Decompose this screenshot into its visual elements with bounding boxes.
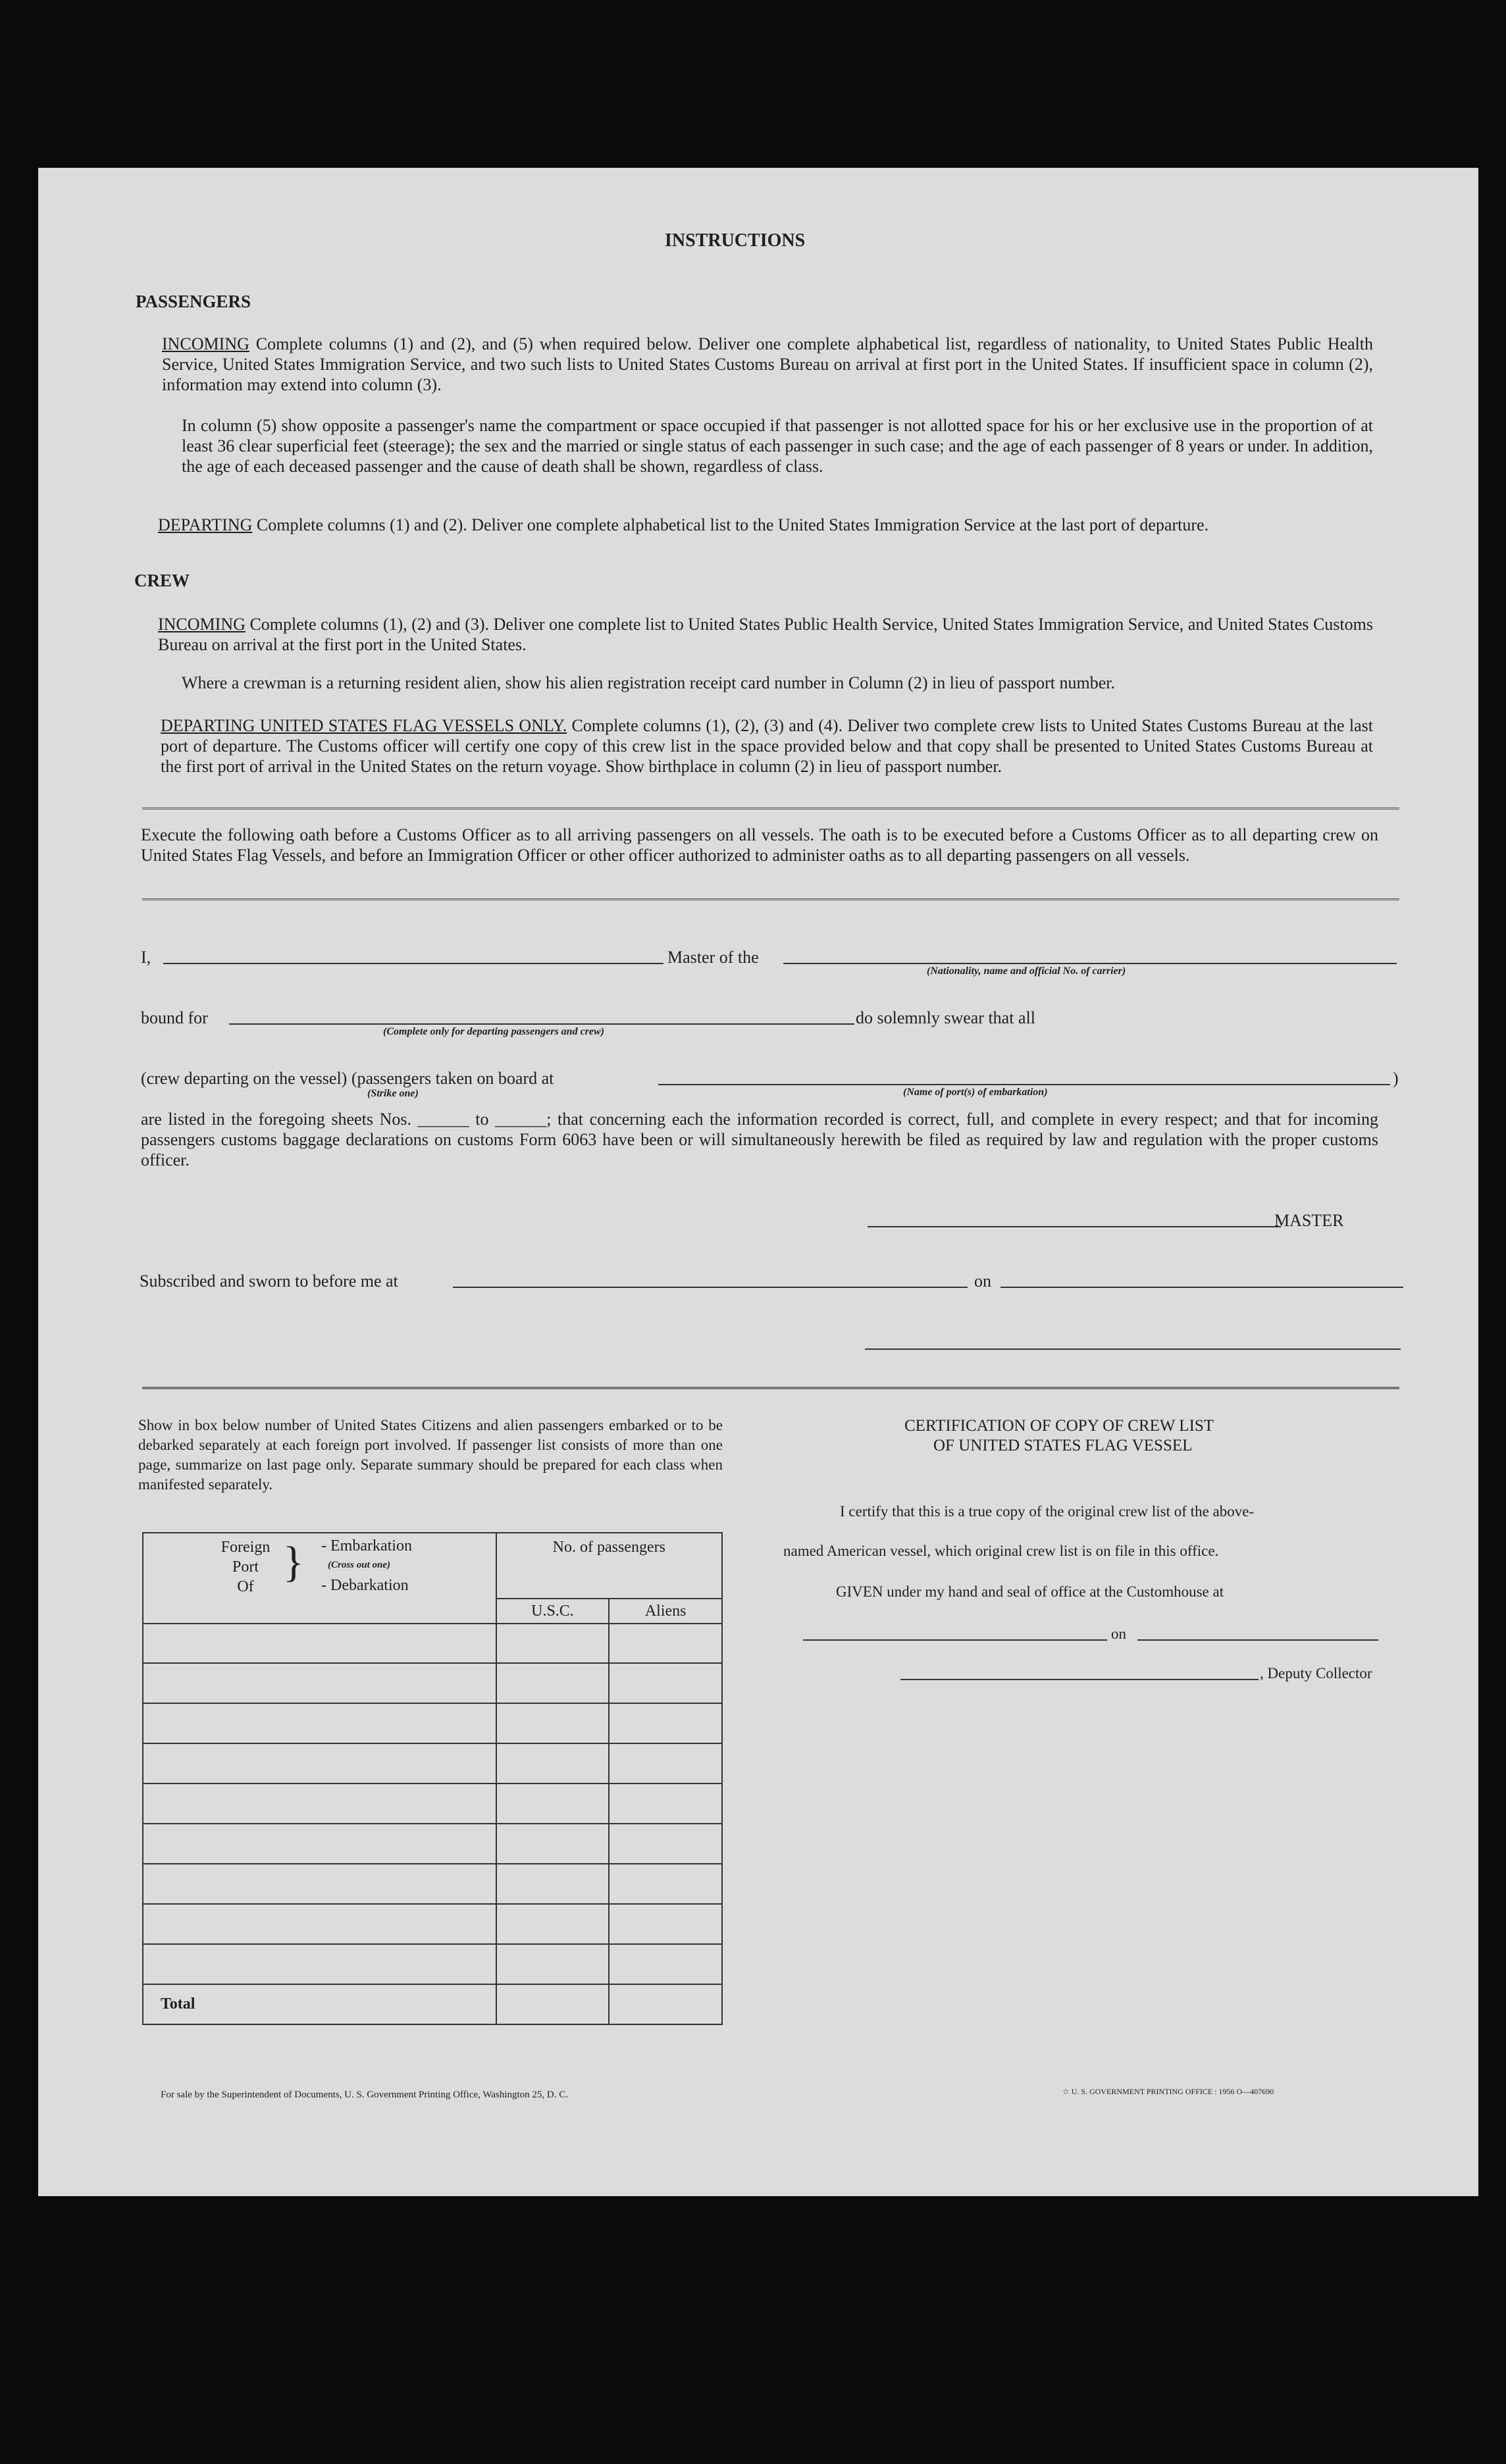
port-cell[interactable] <box>143 1663 496 1703</box>
debarkation-label: - Debarkation <box>321 1577 409 1594</box>
close-paren: ) <box>1393 1069 1399 1088</box>
aliens-cell[interactable] <box>609 1944 722 1984</box>
crew-incoming-label: INCOMING <box>158 615 246 634</box>
foreign-label: Foreign <box>221 1539 271 1556</box>
deputy-collector-label: , Deputy Collector <box>1260 1665 1372 1681</box>
crew-departing-text: Complete columns (1), (2), (3) and (4). Deliver two complete crew lists to United States Customs Bureau at the last port of departure. The Customs officer will certify one copy of this crew list in the space provided below and that copy shall be presented to United States Customs Bureau at the first port of arrival in the United States on the return voyage. Show birthplace in column (2) in lieu of passport number. <box>161 716 1374 776</box>
passengers-departing-label: DEPARTING <box>158 515 253 534</box>
certification-date-field[interactable] <box>1137 1639 1378 1641</box>
port-cell[interactable] <box>143 1864 496 1904</box>
oath-i-label: I, <box>141 948 151 967</box>
crew-resident-paragraph <box>182 673 1373 693</box>
usc-total-cell[interactable] <box>496 1984 610 2024</box>
usc-header: U.S.C. <box>496 1599 610 1624</box>
crew-incoming-text: Complete columns (1), (2) and (3). Deliver one complete list to United States Public Health Service, United States Immigration Service, and United States Customs Bureau on arrival at the first port in the United States. <box>158 615 1373 654</box>
divider-3 <box>142 1387 1399 1389</box>
master-signature-field[interactable] <box>868 1226 1281 1227</box>
crew-departing-label: DEPARTING UNITED STATES FLAG VESSELS ONLY. <box>161 716 567 735</box>
usc-cell[interactable] <box>496 1904 610 1944</box>
aliens-cell[interactable] <box>609 1864 722 1904</box>
passengers-heading: PASSENGERS <box>136 292 251 311</box>
footer-left-text: For sale by the Superintendent of Documents, U. S. Government Printing Office, Washington 25, D. C. <box>161 2090 568 2100</box>
oath-intro-paragraph <box>141 825 1378 865</box>
crew-departing-paragraph <box>161 715 1373 777</box>
crew-incoming-paragraph <box>158 614 1373 655</box>
usc-cell[interactable] <box>496 1824 610 1864</box>
port-cell[interactable] <box>143 1624 496 1663</box>
passengers-column5-paragraph <box>182 415 1373 476</box>
usc-cell[interactable] <box>496 1663 610 1703</box>
port-cell[interactable] <box>143 1824 496 1864</box>
aliens-cell[interactable] <box>609 1663 722 1703</box>
aliens-total-cell[interactable] <box>609 1984 722 2024</box>
crew-resident-text: Where a crewman is a returning resident alien, show his alien registration receipt card number in Column (2) in lieu of passport number. <box>182 673 1116 692</box>
port-cell[interactable] <box>143 1703 496 1743</box>
listed-paragraph <box>141 1109 1378 1170</box>
passengers-column5-text: In column (5) show opposite a passenger's name the compartment or space occupied if that passenger is not allotted space for his or her exclusive use in the proportion of at least 36 clear superficial feet (steerage); the sex and the married or single status of each passenger in such case; and the age of each passenger of 8 years or under. In addition, the age of each deceased passenger and the cause of death shall be shown, regardless of class. <box>182 416 1373 476</box>
embarkation-label: - Embarkation <box>321 1537 412 1554</box>
deputy-collector-signature-field[interactable] <box>900 1679 1259 1680</box>
passengers-incoming-paragraph <box>162 334 1373 395</box>
bound-for-field[interactable] <box>229 1023 854 1025</box>
port-label: Port <box>232 1558 259 1576</box>
brace-icon: } <box>283 1538 304 1586</box>
usc-cell[interactable] <box>496 1703 610 1743</box>
port-of-embarkation-field[interactable] <box>658 1084 1390 1085</box>
aliens-header: Aliens <box>609 1599 722 1624</box>
summary-intro-paragraph <box>138 1416 723 1495</box>
oath-intro-text: Execute the following oath before a Customs Officer as to all arriving passengers on all vessels. The oath is to be executed before a Customs Officer as to all departing crew on United States Flag Vessels, and before an Immigration Officer or other officer authorized to administer oaths as to all departing passengers on all vessels. <box>141 825 1378 865</box>
form-sheet <box>38 168 1478 2196</box>
certification-on-label: on <box>1111 1626 1126 1642</box>
bound-caption: (Complete only for departing passengers and crew) <box>383 1026 604 1037</box>
page-title: INSTRUCTIONS <box>665 230 806 251</box>
bound-for-label: bound for <box>141 1008 208 1027</box>
usc-cell[interactable] <box>496 1624 610 1663</box>
port-cell[interactable] <box>143 1784 496 1824</box>
summary-intro-text: Show in box below number of United States Citizens and alien passengers embarked or to be debarked separately at each foreign port involved. If passenger list consists of more than one page, summarize on last page only. Separate summary should be prepared for each class when manifested separately. <box>138 1417 723 1493</box>
port-cell[interactable] <box>143 1944 496 1984</box>
aliens-cell[interactable] <box>609 1784 722 1824</box>
certification-heading-1: CERTIFICATION OF COPY OF CREW LIST <box>904 1417 1214 1435</box>
port-cell[interactable] <box>143 1904 496 1944</box>
strike-caption: (Strike one) <box>367 1088 419 1099</box>
aliens-cell[interactable] <box>609 1904 722 1944</box>
divider-2 <box>142 898 1399 900</box>
usc-cell[interactable] <box>496 1864 610 1904</box>
passengers-departing-paragraph <box>158 515 1373 535</box>
master-label: MASTER <box>1274 1211 1344 1230</box>
usc-cell[interactable] <box>496 1743 610 1784</box>
aliens-cell[interactable] <box>609 1703 722 1743</box>
no-of-passengers-header: No. of passengers <box>496 1533 722 1599</box>
cross-out-label: (Cross out one) <box>328 1560 391 1570</box>
crew-heading: CREW <box>134 571 190 590</box>
listed-text: are listed in the foregoing sheets Nos. ______ to ______; that concerning each the information recorded is correct, full, and complete in every respect; and that for incoming passengers customs baggage declarations on customs Form 6063 have been or will simultaneously herewith be filed as required by law and regulation with the proper customs officer. <box>141 1110 1378 1169</box>
certification-line-1: I certify that this is a true copy of the original crew list of the above- <box>840 1503 1255 1520</box>
swear-text: do solemnly swear that all <box>856 1008 1035 1027</box>
of-label: Of <box>237 1578 254 1595</box>
subscribed-label: Subscribed and sworn to before me at <box>140 1271 398 1291</box>
sworn-at-field[interactable] <box>453 1287 968 1288</box>
sworn-on-date-field[interactable] <box>1000 1287 1403 1288</box>
certification-line-2: named American vessel, which original crew list is on file in this office. <box>783 1543 1219 1559</box>
nationality-caption: (Nationality, name and official No. of carrier) <box>927 965 1126 977</box>
crew-departing-text: (crew departing on the vessel) (passengers taken on board at <box>141 1069 554 1088</box>
passengers-incoming-label: INCOMING <box>162 334 249 353</box>
officer-signature-field[interactable] <box>865 1348 1401 1350</box>
port-cell[interactable] <box>143 1743 496 1784</box>
footer-right-text: ☆ U. S. GOVERNMENT PRINTING OFFICE : 1956 O—407690 <box>1062 2087 1274 2096</box>
usc-cell[interactable] <box>496 1784 610 1824</box>
passengers-departing-text: Complete columns (1) and (2). Deliver one complete alphabetical list to the United States Immigration Service at the last port of departure. <box>256 515 1209 534</box>
customhouse-field[interactable] <box>803 1639 1107 1641</box>
ports-caption: (Name of port(s) of embarkation) <box>903 1087 1048 1098</box>
carrier-field[interactable] <box>783 963 1397 964</box>
port-header-cell <box>143 1533 496 1624</box>
certification-heading-2: OF UNITED STATES FLAG VESSEL <box>933 1437 1193 1454</box>
master-of-the-label: Master of the <box>667 948 759 967</box>
aliens-cell[interactable] <box>609 1743 722 1784</box>
aliens-cell[interactable] <box>609 1824 722 1864</box>
certification-line-3: GIVEN under my hand and seal of office at the Customhouse at <box>836 1583 1224 1600</box>
master-name-field[interactable] <box>163 963 663 964</box>
usc-cell[interactable] <box>496 1944 610 1984</box>
sworn-on-label: on <box>974 1271 991 1291</box>
divider-1 <box>142 808 1399 809</box>
passengers-incoming-text: Complete columns (1) and (2), and (5) when required below. Deliver one complete alphabetical list, regardless of nationality, to United States Public Health Service, United States Immigration Service, and two such lists to United States Customs Bureau on arrival at first port in the United States. If insufficient space in column (2), information may extend into column (3). <box>162 334 1374 394</box>
aliens-cell[interactable] <box>609 1624 722 1663</box>
total-label: Total <box>143 1984 496 2024</box>
passenger-summary-table <box>142 1532 723 2025</box>
